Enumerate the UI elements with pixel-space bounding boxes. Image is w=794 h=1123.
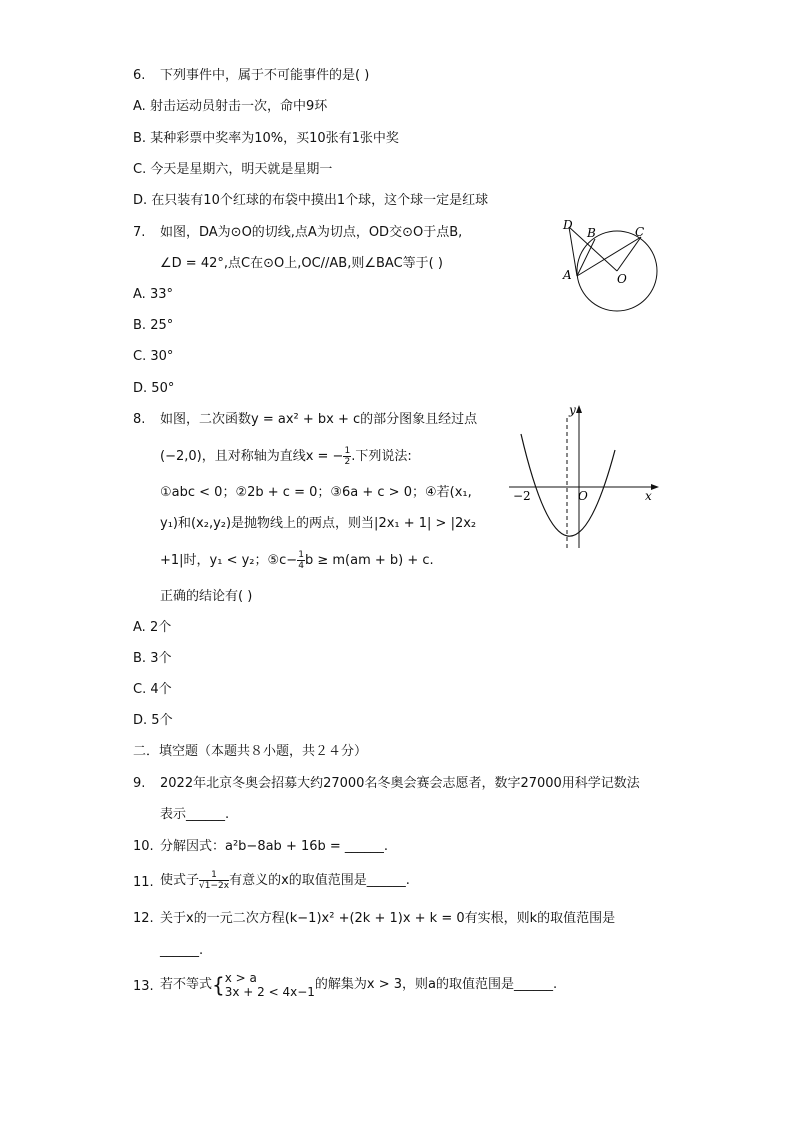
option-text: 33° [149,287,173,302]
q6-option-d[interactable] [133,192,488,210]
system-line2: 3x + 2 < 4x−1 [224,985,315,999]
option-text: 3个 [150,651,172,666]
q10-number: 10. [133,839,154,854]
q11-number: 11. [133,875,154,890]
q11-text-b: 有意义的x的取值范围是______. [229,873,410,888]
q6-option-a[interactable] [133,98,327,116]
q8-line5 [160,550,434,571]
q8-line3: ①abc < 0；②2b + c = 0；③6a + c > 0；④若(x₁, [160,485,472,500]
q10-text[interactable]: 分解因式：a²b−8ab + 16b = ______. [160,839,389,854]
frac-num: 1 [298,550,304,560]
q12-line2[interactable]: ______. [160,943,204,958]
option-label: D. [133,381,148,396]
option-text: 在只装有10个红球的布袋中摸出1个球，这个球一定是红球 [151,193,489,208]
q8-number: 8. [133,412,146,427]
q13-number: 13. [133,979,154,994]
q13-text[interactable] [160,970,557,1000]
label-d: D [563,218,573,232]
x-axis-arrow-icon [651,484,659,490]
option-label: A. [133,287,146,302]
option-label: D. [133,193,148,208]
q7-number: 7. [133,225,146,240]
q6-stem: 下列事件中，属于不可能事件的是( ) [160,68,370,83]
option-label: B. [133,131,147,146]
system-line1: x > a [224,971,257,985]
q7-stem-line1: 如图，DA为⊙O的切线,点A为切点，OD交⊙O于点B, [160,225,463,240]
inequality-system [225,971,315,999]
label-o: O [617,272,627,286]
fraction-sqrt [199,870,229,891]
parabola-curve [521,434,615,536]
q8-line5-a: +1|时，y₁ < y₂；⑤c− [160,553,298,568]
option-text: 射击运动员射击一次，命中9环 [149,99,328,114]
q8-parabola-figure [505,400,665,552]
q8-option-a[interactable] [133,619,171,637]
q7-option-b[interactable] [133,317,173,335]
label-y: y [569,403,576,417]
option-label: C. [133,349,147,364]
q6-number: 6. [133,68,146,83]
q9-line2[interactable]: 表示______. [160,807,230,822]
section-fill-blank-title: 二．填空题（本题共８小题，共２４分） [133,744,368,759]
y-axis-arrow-icon [576,405,582,413]
option-label: C. [133,682,147,697]
option-label: C. [133,162,147,177]
q8-option-b[interactable] [133,650,171,668]
option-label: A. [133,620,146,635]
frac-den: 2 [344,457,351,467]
q11-text[interactable] [160,870,410,891]
label-neg2: −2 [513,489,531,503]
q7-option-c[interactable] [133,348,173,366]
q9-number: 9. [133,776,146,791]
q7-option-a[interactable] [133,286,173,304]
q8-line2-a: (−2,0)，且对称轴为直线x = − [160,449,344,464]
option-text: 50° [151,381,175,396]
q7-stem-line2: ∠D = 42°,点C在⊙O上,OC//AB,则∠BAC等于( ) [160,256,443,271]
option-label: B. [133,318,147,333]
q8-line4: y₁)和(x₂,y₂)是抛物线上的两点，则当|2x₁ + 1| > |2x₂ [160,516,477,531]
label-c: C [635,225,645,239]
option-text: 25° [150,318,174,333]
label-x: x [645,489,652,503]
q6-option-b[interactable] [133,130,399,148]
q13-text-a: 若不等式 [160,977,213,992]
frac-num: 1 [344,446,351,456]
option-label: A. [133,99,146,114]
q7-circle-figure [555,215,665,315]
segment-oc [617,237,641,271]
option-text: 5个 [151,713,173,728]
frac-num: 1 [199,870,229,881]
option-text: 今天是星期六，明天就是星期一 [150,162,333,177]
option-label: B. [133,651,147,666]
q8-option-d[interactable] [133,712,173,730]
q8-line1: 如图，二次函数y = ax² + bx + c的部分图象且经过点 [160,412,478,427]
option-text: 某种彩票中奖率为10%，买10张有1张中奖 [150,131,399,146]
fraction-one-quarter [297,550,305,571]
q8-option-c[interactable] [133,681,172,699]
q11-text-a: 使式子 [160,873,200,888]
q8-line2-b: .下列说法: [351,449,412,464]
q7-option-d[interactable] [133,380,174,398]
frac-den: √1−2x [199,881,230,891]
label-b: B [587,226,596,240]
q8-line2 [160,446,412,467]
q9-line1: 2022年北京冬奥会招募大约27000名冬奥会赛会志愿者，数字27000用科学记数法 [160,776,640,791]
label-o: O [578,489,588,503]
frac-den: 4 [298,561,304,571]
option-text: 2个 [149,620,172,635]
label-a: A [563,268,572,282]
q13-text-b: 的解集为x > 3，则a的取值范围是______. [314,977,558,992]
option-text: 30° [150,349,174,364]
option-label: D. [133,713,148,728]
option-text: 4个 [150,682,172,697]
brace-icon: { [212,973,225,997]
q6-option-c[interactable] [133,161,332,179]
q8-line6: 正确的结论有( ) [160,589,253,604]
q12-number: 12. [133,911,154,926]
q8-line5-b: b ≥ m(am + b) + c. [304,553,434,568]
q12-line1: 关于x的一元二次方程(k−1)x² +(2k + 1)x + k = 0有实根，则k的取值范围是 [160,911,616,926]
